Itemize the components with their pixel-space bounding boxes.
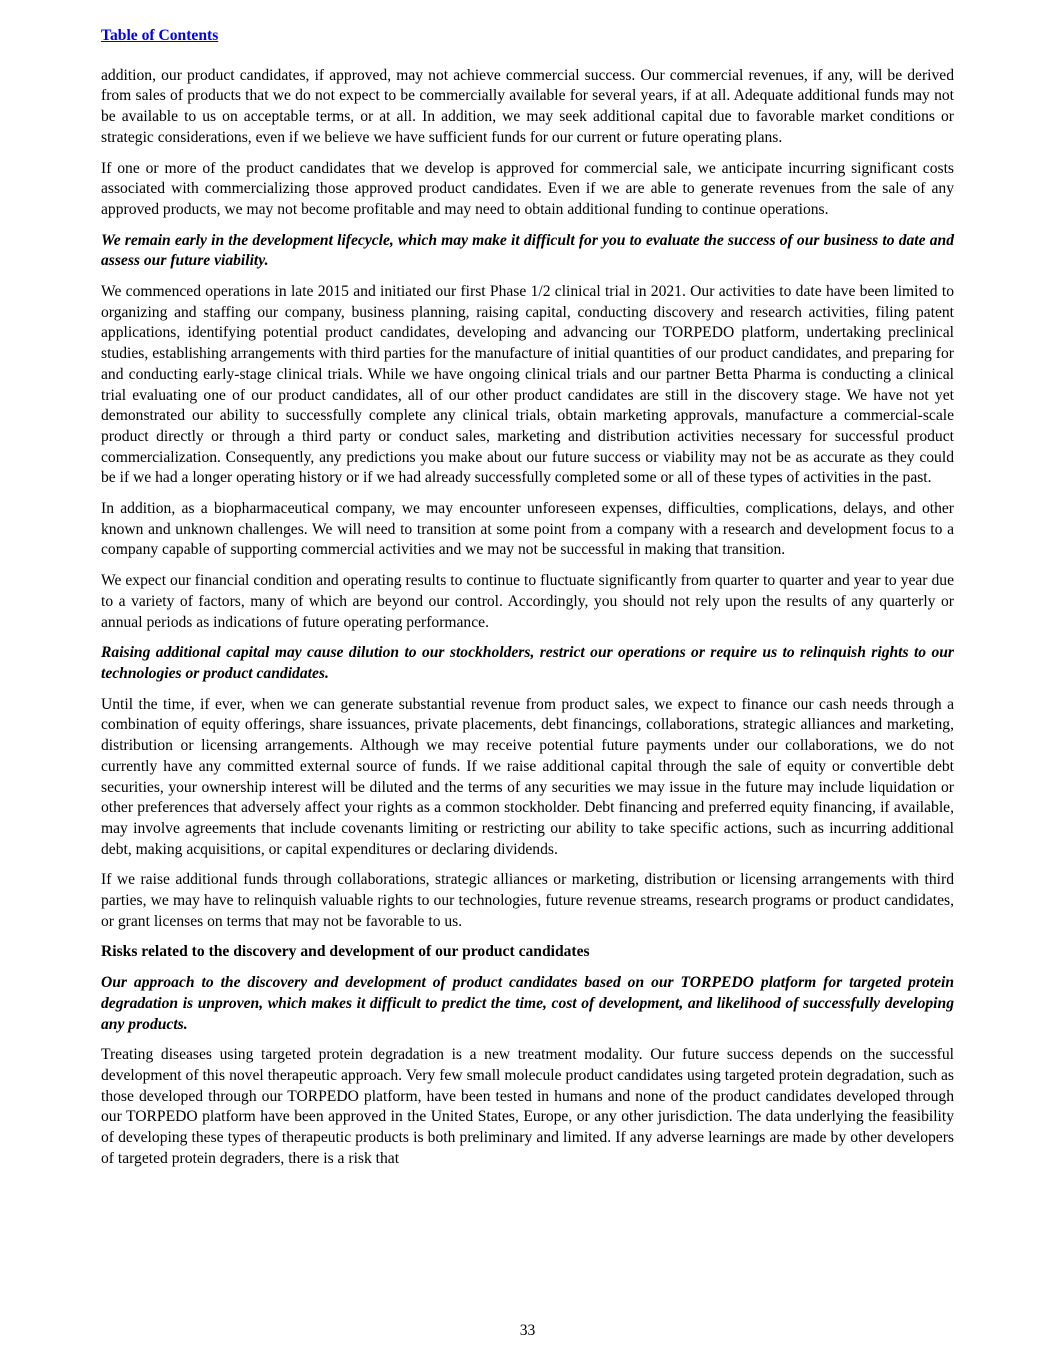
risk-heading-dilution: Raising additional capital may cause dilution to our stockholders, restrict our operations or require us to relinquish rights to our technologies or product candidates. <box>101 644 954 682</box>
paragraph-relinquish-rights: If we raise additional funds through collaborations, strategic alliances or marketing, distribution or licensing arrangements with third parties, we may have to relinquish valuable rights to our technologies, future revenue streams, research programs or product candidates, or grant licenses on terms that may not be favorable to us. <box>101 871 954 930</box>
page-number: 33 <box>519 1322 536 1339</box>
paragraph-operations-history: We commenced operations in late 2015 and initiated our first Phase 1/2 clinical trial in 2021. Our activities to date have been limited to organizing and staffing our company, business planning, raising capital, conducting discovery and research activities, filing patent applications, identifying potential product candidates, developing and advancing our TORPEDO platform, undertaking preclinical studies, establishing arrangements with third parties for the manufacture of initial quantities of our product candidates, and preparing for and conducting early-stage clinical trials. While we have ongoing clinical trials and our partner Betta Pharma is conducting a clinical trial evaluating one of our product candidates, all of our other product candidates are still in the discovery stage. We have not yet demonstrated our ability to successfully complete any clinical trials, obtain marketing approvals, manufacture a commercial-scale product directly or through a third party or conduct sales, marketing and distribution activities necessary for successful product commercialization. Consequently, any predictions you make about our future success or viability may not be as accurate as they could be if we had a longer operating history or if we had already successfully completed some or all of these types of activities in the past. <box>101 283 954 487</box>
paragraph-biopharma-challenges: In addition, as a biopharmaceutical company, we may encounter unforeseen expenses, difficulties, complications, delays, and other known and unknown challenges. We will need to transition at some point from a company with a research and development focus to a company capable of supporting commercial activities and we may not be successful in making that transition. <box>101 500 954 559</box>
document-page <box>101 26 954 1179</box>
paragraph-commercial-success: addition, our product candidates, if approved, may not achieve commercial success. Our commercial revenues, if any, will be derived from sales of products that we do not expect to be commercially available for several years, if at all. Adequate additional funds may not be available to us on acceptable terms, or at all. In addition, we may seek additional capital due to favorable market conditions or strategic considerations, even if we believe we have sufficient funds for our current or future operating plans. <box>101 66 954 146</box>
risk-heading-early-lifecycle: We remain early in the development lifecycle, which may make it difficult for you to evaluate the success of our business to date and assess our future viability. <box>101 231 954 270</box>
paragraph-commercialization-costs: If one or more of the product candidates that we develop is approved for commercial sale, we anticipate incurring significant costs associated with commercializing those approved product candidates. Even if we are able to generate revenues from the sale of any approved products, we may not become profitable and may need to obtain additional funding to continue operations. <box>101 159 954 218</box>
section-heading-discovery-risks: Risks related to the discovery and development of our product candidates <box>101 943 590 961</box>
paragraph-financing: Until the time, if ever, when we can generate substantial revenue from product sales, we expect to finance our cash needs through a combination of equity offerings, share issuances, private placements, debt financings, collaborations, strategic alliances and marketing, distribution or licensing arrangements. Although we may receive potential future payments under our collaborations, we do not currently have any committed external source of funds. If we raise additional capital through the sale of equity or convertible debt securities, your ownership interest will be diluted and the terms of any securities we may issue in the future may include liquidation or other preferences that adversely affect your rights as a common stockholder. Debt financing and preferred equity financing, if available, may involve agreements that include covenants limiting or restricting our ability to take specific actions, such as incurring additional debt, making acquisitions, or capital expenditures or declaring dividends. <box>101 695 954 858</box>
paragraph-results-fluctuation: We expect our financial condition and operating results to continue to fluctuate significantly from quarter to quarter and year to year due to a variety of factors, many of which are beyond our control. Accordingly, you should not rely upon the results of any quarterly or annual periods as indications of future operating performance. <box>101 572 954 631</box>
paragraph-protein-degradation: Treating diseases using targeted protein degradation is a new treatment modality. Our future success depends on the successful development of this novel therapeutic approach. Very few small molecule product candidates using targeted protein degradation, such as those developed through our TORPEDO platform, have been tested in humans and none of the product candidates developed through our TORPEDO platform have been approved in the United States, Europe, or any other jurisdiction. The data underlying the feasibility of developing these types of therapeutic products is both preliminary and limited. If any adverse learnings are made by other developers of targeted protein degraders, there is a risk that <box>101 1046 954 1167</box>
table-of-contents-link[interactable]: Table of Contents <box>101 27 219 44</box>
risk-heading-torpedo-unproven: Our approach to the discovery and development of product candidates based on our TORPEDO platform for targeted protein degradation is unproven, which makes it difficult to predict the time, cost of development, and likelihood of successfully developing any products. <box>101 974 954 1033</box>
